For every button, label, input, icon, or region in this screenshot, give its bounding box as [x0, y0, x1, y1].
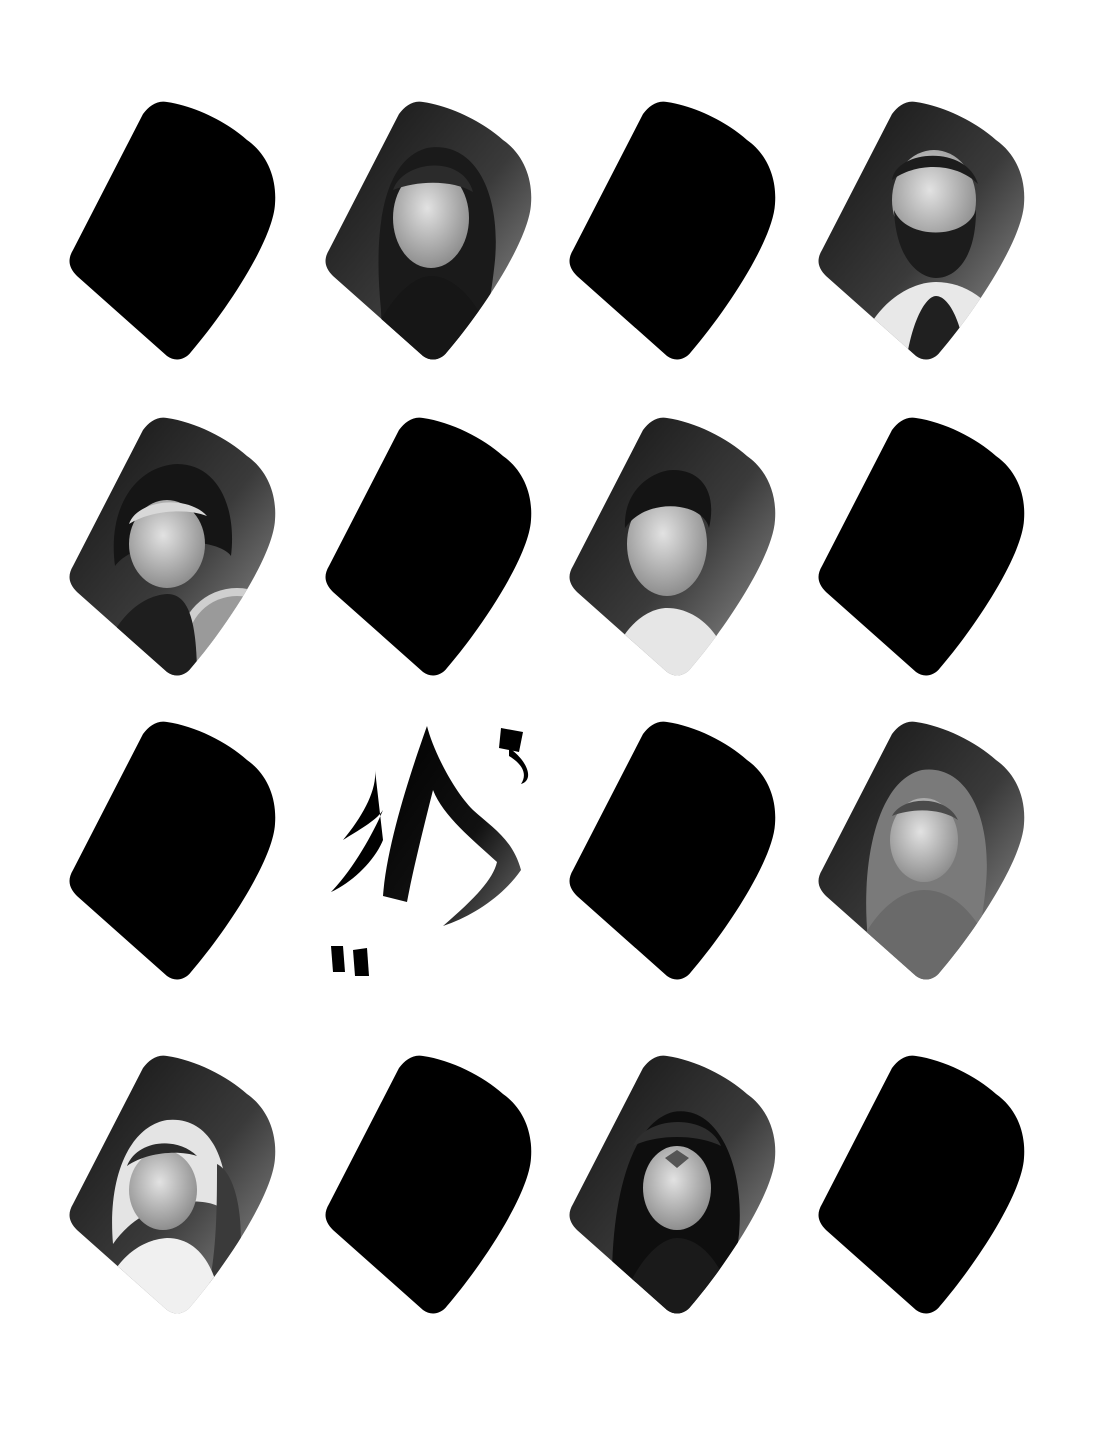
blank-leaf-shape — [323, 416, 533, 678]
portrait-image — [567, 416, 777, 678]
blank-tile — [816, 416, 1026, 678]
portrait-tile-woman-daf — [67, 416, 277, 678]
portrait-tile-woman-looking-down — [816, 720, 1026, 982]
portrait-image — [67, 1054, 277, 1316]
portrait-image — [567, 1054, 777, 1316]
blank-leaf-shape — [67, 720, 277, 982]
blank-leaf-shape — [567, 100, 777, 362]
portrait-tile-bearded-man — [816, 100, 1026, 362]
blank-tile — [567, 100, 777, 362]
portrait-image — [816, 100, 1026, 362]
blank-leaf-shape — [816, 1054, 1026, 1316]
calligraphy-logo — [323, 720, 533, 982]
blank-leaf-shape — [323, 1054, 533, 1316]
blank-tile — [567, 720, 777, 982]
blank-tile — [323, 416, 533, 678]
portrait-tile-woman-cello — [67, 1054, 277, 1316]
blank-tile — [323, 1054, 533, 1316]
blank-leaf-shape — [67, 100, 277, 362]
portrait-image — [816, 720, 1026, 982]
portrait-image — [323, 100, 533, 362]
calligraphy-logo-graphic — [323, 720, 533, 982]
portrait-tile-smiling-man — [567, 416, 777, 678]
portrait-image — [67, 416, 277, 678]
portrait-tile-woman-headscarf — [323, 100, 533, 362]
blank-leaf-shape — [816, 416, 1026, 678]
blank-tile — [67, 100, 277, 362]
blank-tile — [67, 720, 277, 982]
blank-leaf-shape — [567, 720, 777, 982]
portrait-tile-woman-veil — [567, 1054, 777, 1316]
blank-tile — [816, 1054, 1026, 1316]
